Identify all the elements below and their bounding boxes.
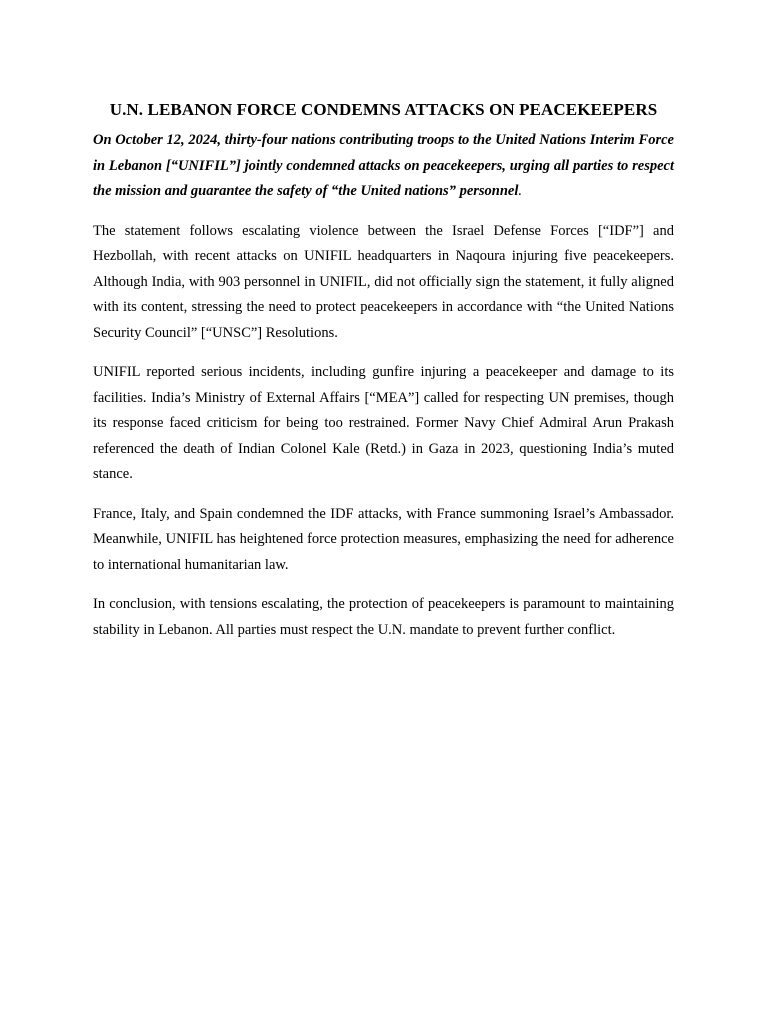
body-paragraph-2: UNIFIL reported serious incidents, including gunfire injuring a peacekeeper and damage to its facilities. India’s Ministry of External Affairs [“MEA”] called for respecting UN premises, though its response faced criticism for being too restrained. Former Navy Chief Admiral Arun Prakash referenced the death of Indian Colonel Kale (Retd.) in Gaza in 2023, questioning India’s muted stance. (93, 364, 674, 482)
lead-paragraph (93, 128, 674, 205)
lead-end: . (518, 183, 523, 199)
body-paragraph-3: France, Italy, and Spain condemned the IDF attacks, with France summoning Israel’s Ambassador. Meanwhile, UNIFIL has heightened force protection measures, emphasizing the need for adherence to international humanitarian law. (93, 505, 674, 573)
document-page (93, 100, 674, 657)
body-paragraph-4: In conclusion, with tensions escalating, the protection of peacekeepers is paramount to maintaining stability in Lebanon. All parties must respect the U.N. mandate to prevent further conflict. (93, 596, 674, 638)
lead-text: On October 12, 2024, thirty-four nations contributing troops to the United Nations Interim Force in Lebanon [“UNIFIL”] jointly condemned attacks on peacekeepers, urging all parties to respect the mission and guarantee the safety of “the United nations” personnel (93, 132, 674, 199)
body-paragraph-1: The statement follows escalating violence between the Israel Defense Forces [“IDF”] and Hezbollah, with recent attacks on UNIFIL headquarters in Naqoura injuring five peacekeepers. Although India, with 903 personnel in UNIFIL, did not officially sign the statement, it fully aligned with its content, stressing the need to protect peacekeepers in accordance with “the United Nations Security Council” [“UNSC”] Resolutions. (93, 222, 674, 341)
document-title: U.N. LEBANON FORCE CONDEMNS ATTACKS ON PEACEKEEPERS (109, 100, 658, 119)
